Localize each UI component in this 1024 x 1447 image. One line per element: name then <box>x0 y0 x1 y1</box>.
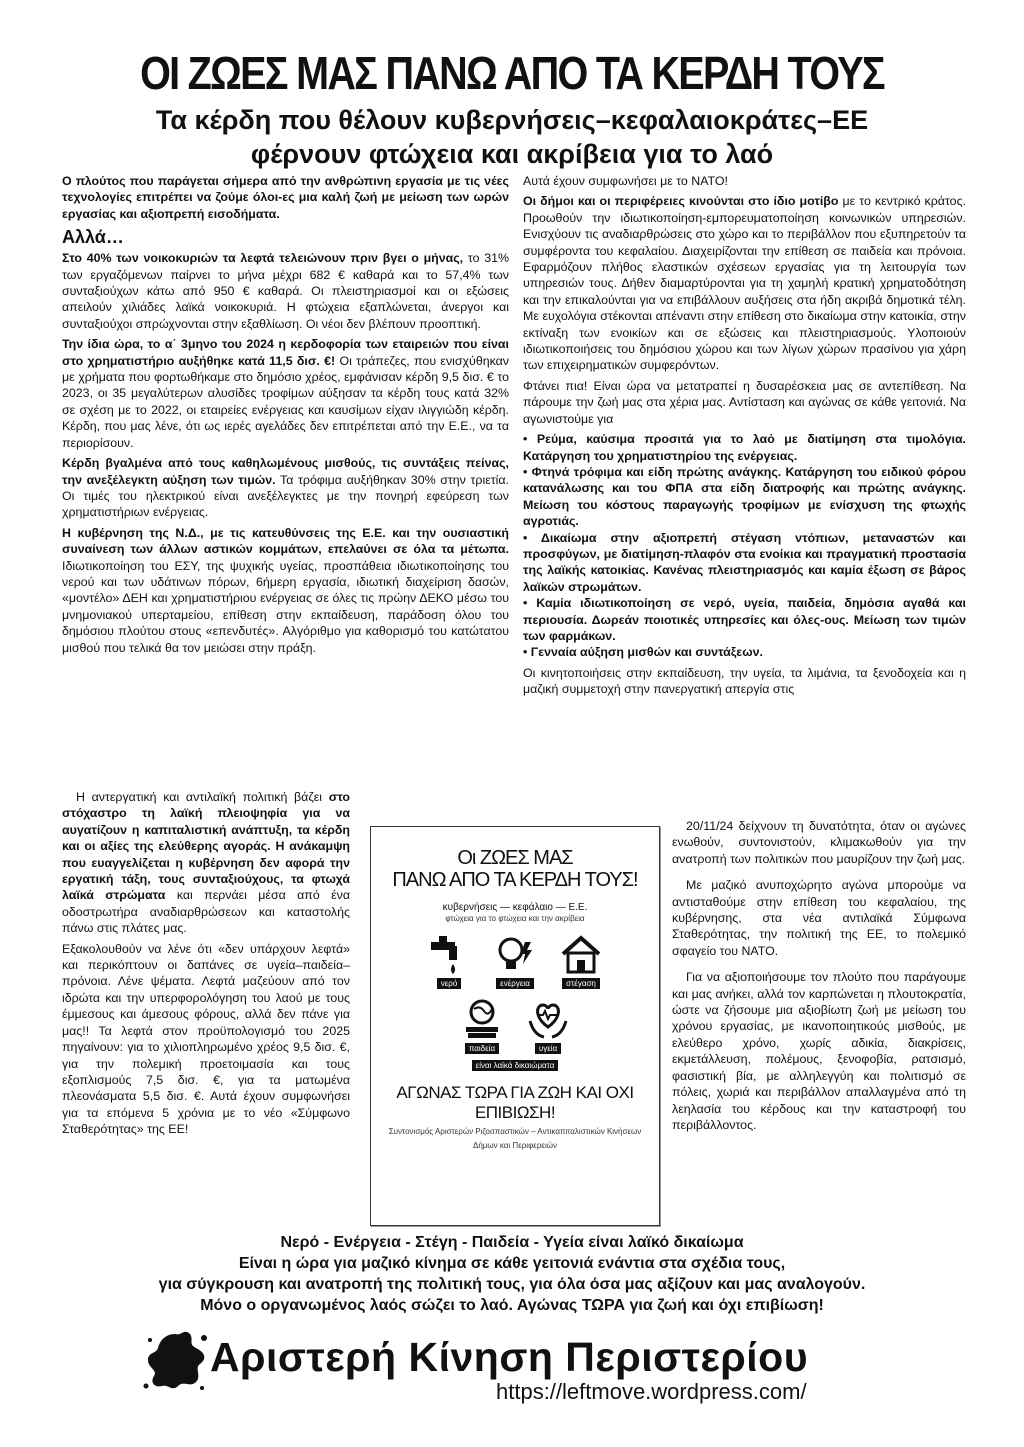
p4-text: Ιδιωτικοποίηση του ΕΣΥ, της ψυχικής υγείας, προσπάθεια ιδιωτικοποίησης του νερού και των υδάτινων πόρων, 6ήμερη εργασία, ιδιωτική διαχείριση δασών, «μοντέλο» ΔΕΗ και χρηματιστήριου ενέργειας σε όλες τις πρώην ΔΕΚΟ μέσω του μνημονιακού υπερταμείου, επίθεση στην εκπαίδευση, παράδοση όλου του δημόσιου πλούτου στους «επενδυτές». Αλγόριθμο για καθορισμό του κατώτατου μισθού που τελικά θα τον μειώσει στην πράξη. <box>62 558 509 655</box>
paragraph-government <box>62 525 509 656</box>
poster-image <box>370 826 660 1226</box>
paragraph-policy <box>62 789 350 937</box>
lightbulb-icon <box>493 932 537 976</box>
poster-health <box>526 997 570 1054</box>
left-column <box>62 173 509 660</box>
poster-label-health: υγεία <box>535 1043 561 1054</box>
paragraph-profits <box>62 336 509 451</box>
poster-subtitle: κυβερνήσεις — κεφάλαιο — Ε.Ε. <box>442 902 588 913</box>
nato-line: Αυτά έχουν συμφωνήσει με το ΝΑΤΟ! <box>523 174 728 188</box>
organization-name: Αριστερή Κίνηση Περιστερίου <box>210 1334 809 1380</box>
left-narrow-column <box>62 789 350 1142</box>
poster-label-water: νερό <box>437 978 462 989</box>
footer-line-1: Νερό - Ενέργεια - Στέγη - Παιδεία - Υγεία είναι λαϊκό δικαίωμα <box>280 1234 744 1251</box>
footer-line-2: Είναι η ώρα για μαζικό κίνημα σε κάθε γειτονιά ενάντια στα σχέδια τους, <box>238 1255 786 1272</box>
p3-text: Τα τρόφιμα αυξήθηκαν 30% στην τριετία. Οι τιμές του ηλεκτρικού είναι ανεξέλεγκτες με την πονηρή εφεύρεση των χρηματιστήριων ενέργειας. <box>62 472 509 520</box>
p2-text: Οι τράπεζες, που ενισχύθηκαν με χρήματα που φορτωθήκαμε στο δημόσιο χρέος, εμφάνισαν κέρδη 9,5 δισ. € το 2023, οι 35 μεγαλύτερων αλυσίδες τροφίμων αύξησαν τα κέρδη τους κατά 32% σε σχέση με το 2022, οι εταιρείες ενέργειας και καυσίμων είχαν ιλιγγιώδη κέρδη. Κέρδη, που μας λένε, ότι ως ιερές αγελάδες δεν επιτρέπεται από την Ε.Ε., να τα περιορίσουν. <box>62 353 509 450</box>
paragraph-mobilizations-cont: 20/11/24 δείχνουν τη δυνατότητα, όταν οι αγώνες ενωθούν, συντονιστούν, κλιμακωθούν για την ανατροπή των πολιτικών που μαυρίζουν την ζωή μας. <box>672 819 966 866</box>
p1-bold: Στο 40% των νοικοκυριών τα λεφτά τελειώνουν πριν βγει ο μήνας, <box>62 251 464 266</box>
footer-line-4: Μόνο ο οργανωμένος λαός σώζει το λαό. Αγώνας ΤΩΡΑ για ζωή και όχι επιβίωση! <box>200 1297 824 1314</box>
poster-icon-row-2 <box>371 997 659 1054</box>
footer-slogans <box>0 1232 1024 1316</box>
poster-icon-row-1 <box>371 932 659 989</box>
poster-subtitle-2: φτώχεια για το φτώχεια και την ακρίβεια <box>445 914 585 923</box>
paragraph-mobilizations: Οι κινητοποιήσεις στην εκπαίδευση, την υγεία, τα λιμάνια, τα ξενοδοχεία και η μαζική συμμετοχή στην πανεργατική απεργία στις <box>523 665 966 697</box>
poster-title-line-2: ΠΑΝΩ ΑΠΟ ΤΑ ΚΕΡΔΗ ΤΟΥΣ! <box>392 869 638 891</box>
demand-wages: • Γενναία αύξηση μισθών και συντάξεων. <box>523 645 763 660</box>
demand-public-goods: • Καμία ιδιωτικοποίηση σε νερό, υγεία, παιδεία, δημόσια αγαθά και περιουσία. Δωρεάν ποιοτικές υπηρεσίες και όλες-ους. Μείωση των τιμών των φαρμάκων. <box>523 596 966 643</box>
heart-hands-icon <box>526 997 570 1041</box>
page-subtitle <box>0 103 1024 171</box>
right-narrow-column <box>672 818 966 1137</box>
r1-text: με το κεντρικό κράτος. Προωθούν την ιδιωτικοποίηση-εμπορευματοποίηση κοινωνικών υπηρεσιών. Ενισχύουν τις αναδιαρθρώσεις στο χώρο και το περιβάλλον που εξυπηρετούν τα συμφέροντα του κεφαλαίου. Διαχειρίζονται την επίθεση σε παιδεία και πρόνοια. Εφαρμόζουν πλήθος ελαστικών σχέσεων εργασίας για τη λειτουργία των υπηρεσιών τους. Δήθεν διαμαρτύρονται για τη χαμηλή κρατική χρηματοδότηση και την επικαλούνται για να επιβάλλουν αυξήσεις στα ήδη ακριβά δημοτικά τέλη. Με ευχολόγια στέκονται απέναντι στην επίθεση στο δικαίωμα στην κατοικία, στην εκτίναξη των ενοικίων και σε εξώσεις και πλειστηριασμούς. Υλοποιούν ιδιωτικοποιήσεις του δημόσιου χώρου και των λίγων χώρων πρασίνου για χάρη των επιχειρηματικών συμφερόντων. <box>523 194 966 373</box>
footer-line-3: για σύγκρουση και ανατροπή της πολιτική τους, για όλα όσα μας αξίζουν και μας αναλογούν. <box>158 1276 866 1293</box>
p4-bold: Η κυβέρνηση της Ν.Δ., με τις κατευθύνσεις της Ε.Ε. και την ουσιαστική συναίνεση των άλλων αστικών κομμάτων, επελαύνει σε όλα τα μέτωπα. <box>62 525 509 557</box>
subtitle-line-1: Τα κέρδη που θέλουν κυβερνήσεις–κεφαλαιοκράτες–ΕΕ <box>155 105 869 135</box>
p3-bold: Κέρδη βγαλμένα από τους καθηλωμένους μισθούς, τις συντάξεις πείνας, την ανεξέλεγκτη αύξηση των τιμών. <box>62 456 509 487</box>
paragraph-enough: Φτάνει πια! Είναι ώρα να μετατραπεί η δυσαρέσκεια μας σε αντεπίθεση. Να πάρουμε την ζωή μας στα χέρια μας. Αντίσταση και αγώνας σε κάθε γειτονιά. Να αγωνιστούμε για <box>523 378 966 426</box>
house-icon <box>559 932 603 976</box>
ink-splat-logo-icon <box>140 1326 210 1396</box>
p1-text: το 31% των εργαζόμενων παίρνει το μήνα μέχρι 682 € καθαρά και το 57,4% των συνταξιούχων κάτω από 950 € καθαρά. Οι πλειστηριασμοί και οι εξώσεις απειλούν χιλιάδες λαϊκά νοικοκυριά. Η φτώχεια εξαπλώνεται, άνεργοι και συνταξιούχοι σπρώχνονται στην εξαθλίωση. Οι νέοι δεν βλέπουν προοπτική. <box>62 251 509 331</box>
poster-water <box>427 932 471 989</box>
demand-housing: • Δικαίωμα στην αξιοπρεπή στέγαση ντόπιων, μεταναστών και προσφύγων, με διατίμηση-πλαφόν στα ενοίκια και πραγματική προστασία της λαϊκής κατοικίας. Κανένας πλειστηριασμός και καμία έξωση σε βάρος λαϊκών στρωμάτων. <box>523 530 966 594</box>
poster-housing <box>559 932 603 989</box>
p2-bold: Την ίδια ώρα, το α΄ 3μηνο του 2024 η κερδοφορία των εταιρειών που είναι στο χρηματιστήριο αυξήθηκε κατά 11,5 δισ. €! <box>62 337 509 368</box>
poster-organization-2: Δήμων και Περιφερειών <box>473 1141 557 1150</box>
poster-rights-label: είναι λαϊκά δικαιώματα <box>472 1060 559 1071</box>
poster-energy <box>493 932 537 989</box>
p5-text: Η αντεργατική και αντιλαϊκή πολιτική βάζει <box>76 790 329 804</box>
page-title: ΟΙ ΖΩΕΣ ΜΑΣ ΠΑΝΩ ΑΠΟ ΤΑ ΚΕΡΔΗ ΤΟΥΣ <box>140 47 884 99</box>
demand-energy: • Ρεύμα, καύσιμα προσιτά για το λαό με διατίμηση στα τιμολόγια. Κατάργηση του χρηματιστηρίου της ενέργειας. <box>523 432 966 463</box>
globe-books-icon <box>460 997 504 1041</box>
paragraph-budget: Εξακολουθούν να λένε ότι «δεν υπάρχουν λεφτά» και περικόπτουν οι δαπάνες σε υγεία–παιδεία–πρόνοια. Λένε ψέματα. Λεφτά μαζεύουν από τον ιδρώτα και την υπερφορολόγηση του λαού με τους έμμεσους και άμεσους φόρους, αλλά δεν πάνε για μας!! Τα λεφτά στον προϋπολογισμό του 2025 πηγαίνουν: για το χιλιοπληρωμένο χρέος 9,5 δισ. €, για την πολεμική προετοιμασία και τους εξοπλισμούς 7,5 δισ. €, για τα ματωμένα πλεονάσματα 5,5 δισ. €. Αυτά έχουν συμφωνήσει για τα επόμενα 5 χρόνια με το νέο «Σύμφωνο Σταθερότητας» της ΕΕ! <box>62 941 350 1137</box>
intro-paragraph <box>62 173 509 222</box>
paragraph-municipalities <box>523 193 966 373</box>
intro-text: Ο πλούτος που παράγεται σήμερα από την ανθρώπινη εργασία με τις νέες τεχνολογίες επιτρέπει να ζούμε όλοι-ες μια καλή ζωή με μείωση των ωρών εργασίας και αξιοπρεπή εισοδήματα. <box>62 174 509 221</box>
paragraph-poverty <box>62 250 509 332</box>
poster-label-housing: στέγαση <box>562 978 600 989</box>
paragraph-struggle: Με μαζικό ανυποχώρητο αγώνα μπορούμε να αντισταθούμε στην επίθεση του κεφαλαίου, της κυβέρνησης, στα νέα αντιλαϊκά Σύμφωνα Σταθερότητας, την πολιτική της ΕΕ, το πολεμικό σφαγείο του ΝΑΤΟ. <box>672 878 966 958</box>
poster-slogan: ΑΓΩΝΑΣ ΤΩΡΑ ΓΙΑ ΖΩΗ ΚΑΙ ΟΧΙ ΕΠΙΒΙΩΣΗ! <box>396 1083 634 1122</box>
demands-list <box>523 431 966 661</box>
poster-education <box>460 997 504 1054</box>
right-column <box>523 173 966 698</box>
water-tap-icon <box>427 932 471 976</box>
p5-bold: στο στόχαστρο τη λαϊκή πλειοψηφία για να αυγατίζουν η καπιταλιστική ανάπτυξη, τα κέρδη και οι αξίες της ελεύθερης αγοράς. Η ανάκαμψη που ευαγγελίζεται η κυβέρνηση δεν αφορά την εργατική τάξη, τους συνταξιούχους, τα φτωχά λαϊκά στρώματα <box>62 790 350 903</box>
paragraph-wages <box>62 455 509 521</box>
subtitle-line-2: φέρνουν φτώχεια και ακρίβεια για το λαό <box>250 139 774 169</box>
alla-heading: Αλλά… <box>62 227 124 248</box>
poster-title-line-1: Οι ΖΩΕΣ ΜΑΣ <box>457 847 573 869</box>
p5-rest: και περνάει μέσα από ένα οδοστρωτήρα αναδιαρθρώσεων και καταστολής πάνω στις πλάτες μας. <box>62 888 351 936</box>
paragraph-wealth: Για να αξιοποιήσουμε τον πλούτο που παράγουμε και μας ανήκει, αλλά τον καρπώνεται η πλουτοκρατία, ώστε να ζήσουμε μια αξιοβίωτη ζωή με μείωση του χρόνου εργασίας, με ικανοποιητικούς μισθούς, με ελεύθερο χρόνο, χωρίς αδικία, διακρίσεις, εκμετάλλευση, πολέμους, ξενοφοβία, ρατσισμό, φασιστική βία, με αλληλεγγύη και πολιτισμό σε πόλεις, χωριά και περιβάλλον απαλλαγμένα από τη λεηλασία του κέρδους και την καταστροφή του περιβάλλοντος. <box>672 970 966 1132</box>
poster-label-education: παιδεία <box>465 1043 499 1054</box>
website-link[interactable]: https://leftmove.wordpress.com/ <box>496 1379 807 1404</box>
demand-food: • Φτηνά τρόφιμα και είδη πρώτης ανάγκης. Κατάργηση του ειδικού φόρου κατανάλωσης και του ΦΠΑ στα είδη διατροφής και πρώτης ανάγκης. Μείωση του κόστους παραγωγής τροφίμων με ενίσχυση της φτωχής αγροτιάς. <box>523 464 966 529</box>
poster-label-energy: ενέργεια <box>496 978 534 989</box>
poster-organization-1: Συντονισμός Αριστερών Ριζοσπαστικών – Αντικαπιταλιστικών Κινήσεων <box>388 1127 642 1136</box>
r1-bold: Οι δήμοι και οι περιφέρειες κινούνται στο ίδιο μοτίβο <box>523 194 839 209</box>
